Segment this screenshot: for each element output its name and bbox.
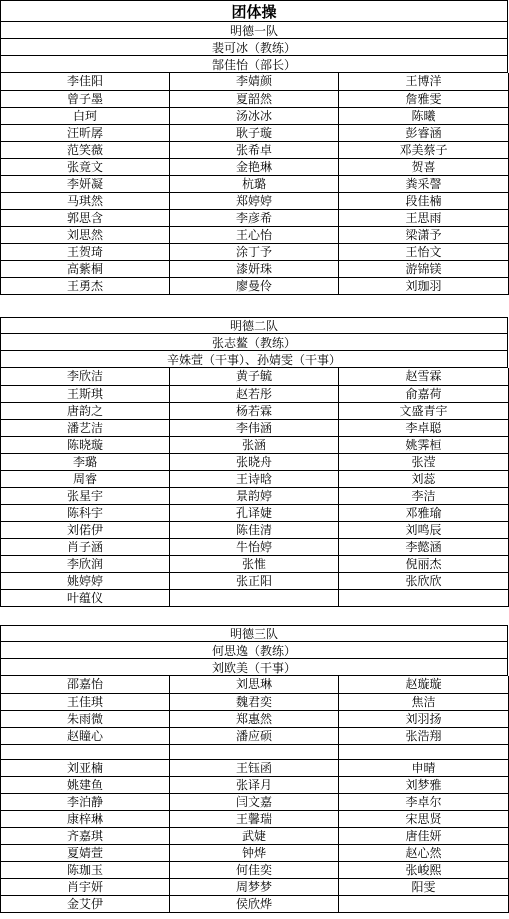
table-row bbox=[1, 810, 509, 827]
member-name-cell: 张浩翔 bbox=[339, 727, 509, 744]
member-name-cell: 王思雨 bbox=[339, 209, 509, 226]
member-name-cell: 夏韶然 bbox=[170, 90, 339, 107]
member-name-cell: 张竟文 bbox=[1, 158, 170, 175]
member-name-cell: 景韵婷 bbox=[170, 487, 339, 504]
member-name-cell: 邓美蔡子 bbox=[339, 141, 509, 158]
member-name-cell: 牛怡婷 bbox=[170, 538, 339, 555]
member-name-cell: 刘羽扬 bbox=[339, 710, 509, 727]
member-name-cell: 张希卓 bbox=[170, 141, 339, 158]
member-name-cell: 范笑薇 bbox=[1, 141, 170, 158]
member-name-cell: 周梦梦 bbox=[170, 878, 339, 895]
member-name-cell: 王怡文 bbox=[339, 243, 509, 260]
team-3-member-table bbox=[0, 676, 509, 913]
table-row bbox=[1, 158, 509, 175]
team-3-name: 明德三队 bbox=[0, 625, 508, 642]
empty-cell bbox=[339, 744, 509, 759]
member-name-cell: 李懿涵 bbox=[339, 538, 509, 555]
table-row bbox=[1, 124, 509, 141]
member-name-cell: 郑惠然 bbox=[170, 710, 339, 727]
member-name-cell bbox=[339, 895, 509, 912]
member-name-cell: 姚霁桓 bbox=[339, 436, 509, 453]
member-name-cell: 陈晓璇 bbox=[1, 436, 170, 453]
member-name-cell: 唐韵之 bbox=[1, 402, 170, 419]
member-name-cell: 宋思贤 bbox=[339, 810, 509, 827]
member-name-cell: 郭思含 bbox=[1, 209, 170, 226]
table-row bbox=[1, 589, 509, 606]
member-name-cell: 张峻熙 bbox=[339, 861, 509, 878]
member-name-cell: 贺喜 bbox=[339, 158, 509, 175]
member-name-cell: 张正阳 bbox=[170, 572, 339, 589]
table-row bbox=[1, 260, 509, 277]
member-name-cell: 刘思然 bbox=[1, 226, 170, 243]
sheet-title: 团体操 bbox=[0, 0, 508, 22]
member-name-cell: 张欣欣 bbox=[339, 572, 509, 589]
member-name-cell: 申晴 bbox=[339, 759, 509, 776]
member-name-cell: 陈科宇 bbox=[1, 504, 170, 521]
member-name-cell: 焦洁 bbox=[339, 693, 509, 710]
table-row bbox=[1, 368, 509, 385]
member-name-cell: 李洁 bbox=[339, 487, 509, 504]
team-1-block bbox=[0, 22, 508, 295]
member-name-cell: 武婕 bbox=[170, 827, 339, 844]
member-name-cell: 高紫桐 bbox=[1, 260, 170, 277]
member-name-cell: 潘应硕 bbox=[170, 727, 339, 744]
member-name-cell: 李璐 bbox=[1, 453, 170, 470]
team-2-name: 明德二队 bbox=[0, 317, 508, 334]
member-name-cell: 耿子璇 bbox=[170, 124, 339, 141]
member-name-cell: 粪采謦 bbox=[339, 175, 509, 192]
member-name-cell: 张星宇 bbox=[1, 487, 170, 504]
table-row bbox=[1, 385, 509, 402]
table-row bbox=[1, 277, 509, 294]
member-name-cell: 王佳琪 bbox=[1, 693, 170, 710]
team-2-block bbox=[0, 317, 508, 607]
member-name-cell: 段佳楠 bbox=[339, 192, 509, 209]
member-name-cell: 周睿 bbox=[1, 470, 170, 487]
member-name-cell: 游锦镁 bbox=[339, 260, 509, 277]
member-name-cell: 梁潇予 bbox=[339, 226, 509, 243]
member-name-cell: 康梓琳 bbox=[1, 810, 170, 827]
member-name-cell: 李欣润 bbox=[1, 555, 170, 572]
table-row bbox=[1, 521, 509, 538]
member-name-cell: 闫文嘉 bbox=[170, 793, 339, 810]
member-name-cell: 李欣洁 bbox=[1, 368, 170, 385]
member-name-cell: 李彦希 bbox=[170, 209, 339, 226]
member-name-cell: 孔译婕 bbox=[170, 504, 339, 521]
member-name-cell: 李佳阳 bbox=[1, 73, 170, 90]
member-name-cell: 姚婷婷 bbox=[1, 572, 170, 589]
member-name-cell: 叶蕴仪 bbox=[1, 589, 170, 606]
member-name-cell: 邵嘉怡 bbox=[1, 676, 170, 693]
member-name-cell: 刘梦雅 bbox=[339, 776, 509, 793]
table-row bbox=[1, 436, 509, 453]
member-name-cell: 齐嘉琪 bbox=[1, 827, 170, 844]
member-name-cell: 张译月 bbox=[170, 776, 339, 793]
member-name-cell: 李卓聪 bbox=[339, 419, 509, 436]
member-name-cell: 王心怡 bbox=[170, 226, 339, 243]
team-2-lead: 辛姝萱（干事）、孙婧雯（干事） bbox=[0, 351, 508, 368]
table-row bbox=[1, 793, 509, 810]
empty-cell bbox=[1, 744, 170, 759]
member-name-cell: 金艾伊 bbox=[1, 895, 170, 912]
member-name-cell: 王贺琦 bbox=[1, 243, 170, 260]
member-name-cell: 金艳琳 bbox=[170, 158, 339, 175]
table-row bbox=[1, 402, 509, 419]
table-row bbox=[1, 895, 509, 912]
table-row bbox=[1, 861, 509, 878]
member-name-cell: 李伟涵 bbox=[170, 419, 339, 436]
member-name-cell: 汪昕孱 bbox=[1, 124, 170, 141]
member-name-cell: 刘鸣辰 bbox=[339, 521, 509, 538]
member-name-cell: 廖曼伶 bbox=[170, 277, 339, 294]
member-name-cell: 钟烨 bbox=[170, 844, 339, 861]
team-3-coach: 何思逸（教练） bbox=[0, 642, 508, 659]
member-name-cell: 夏婧萱 bbox=[1, 844, 170, 861]
table-row bbox=[1, 192, 509, 209]
table-row bbox=[1, 419, 509, 436]
member-name-cell: 杭璐 bbox=[170, 175, 339, 192]
member-name-cell: 陈曦 bbox=[339, 107, 509, 124]
member-name-cell: 詹雅雯 bbox=[339, 90, 509, 107]
member-name-cell: 曾子墨 bbox=[1, 90, 170, 107]
member-name-cell: 赵瞳心 bbox=[1, 727, 170, 744]
member-name-cell: 王钰函 bbox=[170, 759, 339, 776]
member-name-cell: 汤冰冰 bbox=[170, 107, 339, 124]
table-row bbox=[1, 538, 509, 555]
member-name-cell: 刘蕊 bbox=[339, 470, 509, 487]
member-name-cell: 李泊静 bbox=[1, 793, 170, 810]
table-row bbox=[1, 827, 509, 844]
member-name-cell: 邓雅瑜 bbox=[339, 504, 509, 521]
member-name-cell: 赵若彤 bbox=[170, 385, 339, 402]
table-row bbox=[1, 487, 509, 504]
team-2-member-table bbox=[0, 368, 509, 607]
member-name-cell: 王斯琪 bbox=[1, 385, 170, 402]
member-name-cell: 朱雨微 bbox=[1, 710, 170, 727]
table-row bbox=[1, 693, 509, 710]
member-name-cell: 张惟 bbox=[170, 555, 339, 572]
table-row bbox=[1, 878, 509, 895]
member-name-cell: 刘偌伊 bbox=[1, 521, 170, 538]
member-name-cell: 王勇杰 bbox=[1, 277, 170, 294]
member-name-cell: 刘亚楠 bbox=[1, 759, 170, 776]
member-name-cell: 潘艺洁 bbox=[1, 419, 170, 436]
member-name-cell: 马琪然 bbox=[1, 192, 170, 209]
member-name-cell: 倪丽杰 bbox=[339, 555, 509, 572]
member-name-cell: 赵心然 bbox=[339, 844, 509, 861]
member-name-cell: 唐佳妍 bbox=[339, 827, 509, 844]
table-row bbox=[1, 453, 509, 470]
member-name-cell: 王诗晗 bbox=[170, 470, 339, 487]
table-row bbox=[1, 90, 509, 107]
member-name-cell: 漆妍珠 bbox=[170, 260, 339, 277]
team-1-lead: 郜佳怡（部长） bbox=[0, 56, 508, 73]
member-name-cell: 刘思琳 bbox=[170, 676, 339, 693]
table-row bbox=[1, 759, 509, 776]
empty-cell bbox=[170, 744, 339, 759]
table-row bbox=[1, 243, 509, 260]
member-name-cell: 俞嘉荷 bbox=[339, 385, 509, 402]
member-name-cell: 张滢 bbox=[339, 453, 509, 470]
member-name-cell: 李妍凝 bbox=[1, 175, 170, 192]
member-name-cell bbox=[339, 589, 509, 606]
member-name-cell: 陈佳清 bbox=[170, 521, 339, 538]
member-name-cell: 赵雪霖 bbox=[339, 368, 509, 385]
table-row bbox=[1, 676, 509, 693]
member-name-cell: 涂丁予 bbox=[170, 243, 339, 260]
team-2-coach: 张志鳌（教练） bbox=[0, 334, 508, 351]
table-row bbox=[1, 107, 509, 124]
team-3-block bbox=[0, 625, 508, 913]
team-3-lead: 刘欧美（干事） bbox=[0, 659, 508, 676]
member-name-cell: 张晓舟 bbox=[170, 453, 339, 470]
table-row bbox=[1, 572, 509, 589]
member-name-cell: 刘珈羽 bbox=[339, 277, 509, 294]
member-name-cell: 黄子毓 bbox=[170, 368, 339, 385]
member-name-cell: 白珂 bbox=[1, 107, 170, 124]
table-spacer-row bbox=[1, 744, 509, 759]
table-row bbox=[1, 776, 509, 793]
member-name-cell: 李婧颜 bbox=[170, 73, 339, 90]
member-name-cell: 阳雯 bbox=[339, 878, 509, 895]
table-row bbox=[1, 141, 509, 158]
table-row bbox=[1, 209, 509, 226]
member-name-cell bbox=[170, 589, 339, 606]
member-name-cell: 张涵 bbox=[170, 436, 339, 453]
member-name-cell: 王馨瑞 bbox=[170, 810, 339, 827]
table-row bbox=[1, 470, 509, 487]
member-name-cell: 何佳奕 bbox=[170, 861, 339, 878]
member-name-cell: 魏君奕 bbox=[170, 693, 339, 710]
team-1-name: 明德一队 bbox=[0, 22, 508, 39]
table-row bbox=[1, 555, 509, 572]
team-1-coach: 裴可冰（教练） bbox=[0, 39, 508, 56]
member-name-cell: 姚建鱼 bbox=[1, 776, 170, 793]
team-1-member-table bbox=[0, 73, 509, 295]
member-name-cell: 郑婷婷 bbox=[170, 192, 339, 209]
table-row bbox=[1, 504, 509, 521]
table-row bbox=[1, 844, 509, 861]
member-name-cell: 李卓尔 bbox=[339, 793, 509, 810]
table-row bbox=[1, 175, 509, 192]
member-name-cell: 杨若霖 bbox=[170, 402, 339, 419]
member-name-cell: 陈珈玉 bbox=[1, 861, 170, 878]
table-row bbox=[1, 710, 509, 727]
table-row bbox=[1, 226, 509, 243]
member-name-cell: 肖子涵 bbox=[1, 538, 170, 555]
member-name-cell: 彭睿涵 bbox=[339, 124, 509, 141]
member-name-cell: 文盛青宇 bbox=[339, 402, 509, 419]
table-row bbox=[1, 727, 509, 744]
table-row bbox=[1, 73, 509, 90]
member-name-cell: 侯欣烨 bbox=[170, 895, 339, 912]
member-name-cell: 王博洋 bbox=[339, 73, 509, 90]
member-name-cell: 赵璇璇 bbox=[339, 676, 509, 693]
member-name-cell: 肖宇妍 bbox=[1, 878, 170, 895]
